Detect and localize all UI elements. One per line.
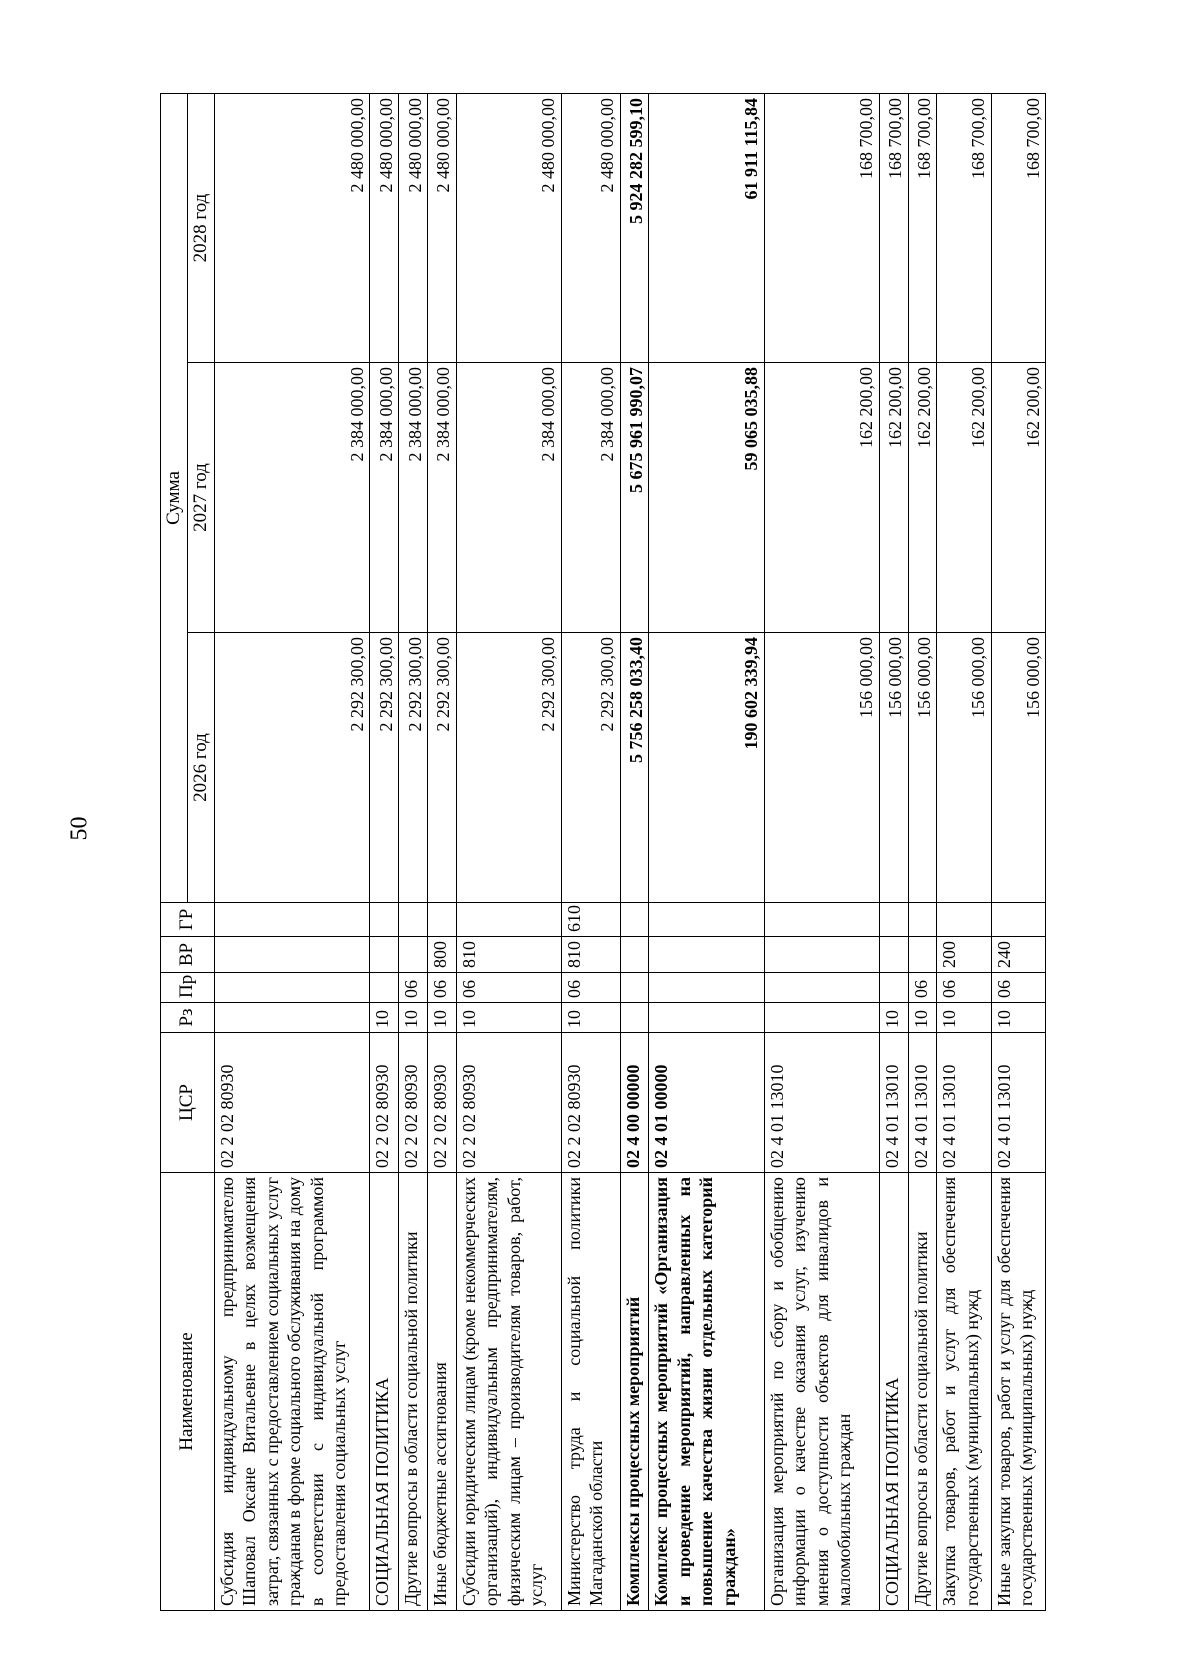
header-2027: 2027 год (187, 363, 214, 633)
cell-name: Министерство труда и социальной политики Магаданской области (561, 1173, 620, 1611)
cell-y2027: 162 200,00 (937, 363, 991, 633)
cell-y2027: 162 200,00 (879, 363, 908, 633)
cell-y2026: 190 602 339,94 (649, 633, 764, 903)
cell-name: Субсидии юридическим лицам (кроме некоммерческих организаций), индивидуальным предпринимателям, физическим лицам – производителям товаров, работ, услуг (456, 1173, 561, 1611)
cell-y2027: 162 200,00 (991, 363, 1045, 633)
cell-gr (370, 903, 399, 937)
cell-name: Другие вопросы в области социальной политики (399, 1173, 428, 1611)
cell-rz: 10 (370, 1003, 399, 1033)
cell-gr (214, 903, 370, 937)
cell-y2028: 61 911 115,84 (649, 94, 764, 363)
cell-csr: 02 4 01 13010 (879, 1033, 908, 1173)
cell-vr: 810 (561, 937, 620, 973)
cell-csr: 02 4 01 13010 (991, 1033, 1045, 1173)
cell-rz (764, 1003, 879, 1033)
cell-name: Комплексы процессных мероприятий (620, 1173, 649, 1611)
cell-y2026: 156 000,00 (879, 633, 908, 903)
header-vr: ВР (161, 937, 215, 973)
cell-y2027: 2 384 000,00 (214, 363, 370, 633)
cell-y2027: 2 384 000,00 (428, 363, 457, 633)
cell-csr: 02 4 01 13010 (937, 1033, 991, 1173)
cell-y2026: 5 756 258 033,40 (620, 633, 649, 903)
cell-vr (649, 937, 764, 973)
table-row (620, 94, 649, 1611)
header-2026: 2026 год (187, 633, 214, 903)
cell-y2026: 2 292 300,00 (561, 633, 620, 903)
cell-y2026: 2 292 300,00 (399, 633, 428, 903)
cell-y2028: 168 700,00 (937, 94, 991, 363)
table-row (399, 94, 428, 1611)
cell-vr (214, 937, 370, 973)
cell-csr: 02 2 02 80930 (370, 1033, 399, 1173)
cell-y2028: 168 700,00 (991, 94, 1045, 363)
table-row (649, 94, 764, 1611)
cell-pr: 06 (456, 973, 561, 1003)
cell-gr (620, 903, 649, 937)
cell-pr (620, 973, 649, 1003)
cell-vr: 240 (991, 937, 1045, 973)
cell-y2026: 156 000,00 (937, 633, 991, 903)
cell-csr: 02 4 00 00000 (620, 1033, 649, 1173)
cell-y2028: 168 700,00 (764, 94, 879, 363)
cell-y2027: 2 384 000,00 (370, 363, 399, 633)
cell-vr (879, 937, 908, 973)
cell-gr (879, 903, 908, 937)
cell-rz: 10 (456, 1003, 561, 1033)
cell-pr (214, 973, 370, 1003)
cell-y2026: 156 000,00 (764, 633, 879, 903)
cell-vr (764, 937, 879, 973)
header-sum: Сумма (161, 94, 188, 903)
table-row (908, 94, 937, 1611)
header-name: Наименование (161, 1173, 215, 1611)
cell-y2028: 168 700,00 (908, 94, 937, 363)
cell-gr (649, 903, 764, 937)
cell-y2026: 2 292 300,00 (456, 633, 561, 903)
cell-y2028: 5 924 282 599,10 (620, 94, 649, 363)
table-row (370, 94, 399, 1611)
cell-gr (908, 903, 937, 937)
header-gr: ГР (161, 903, 215, 937)
cell-gr (456, 903, 561, 937)
cell-y2027: 5 675 961 990,07 (620, 363, 649, 633)
cell-vr (399, 937, 428, 973)
cell-csr: 02 2 02 80930 (428, 1033, 457, 1173)
cell-pr: 06 (399, 973, 428, 1003)
cell-pr (879, 973, 908, 1003)
budget-table (160, 93, 1046, 1611)
cell-rz: 10 (879, 1003, 908, 1033)
cell-y2028: 2 480 000,00 (214, 94, 370, 363)
cell-y2027: 162 200,00 (764, 363, 879, 633)
cell-csr: 02 2 02 80930 (561, 1033, 620, 1173)
cell-vr (620, 937, 649, 973)
cell-name: Иные бюджетные ассигнования (428, 1173, 457, 1611)
cell-name: Организация мероприятий по сбору и обобщению информации о качестве оказания услуг, изучению мнения о доступности объектов для инвалидов и маломобильных граждан (764, 1173, 879, 1611)
cell-gr (399, 903, 428, 937)
cell-y2027: 59 065 035,88 (649, 363, 764, 633)
cell-csr: 02 2 02 80930 (399, 1033, 428, 1173)
table-row (456, 94, 561, 1611)
cell-pr: 06 (428, 973, 457, 1003)
cell-rz: 10 (991, 1003, 1045, 1033)
cell-gr (937, 903, 991, 937)
cell-csr: 02 4 01 00000 (649, 1033, 764, 1173)
cell-y2027: 162 200,00 (908, 363, 937, 633)
cell-pr: 06 (937, 973, 991, 1003)
cell-gr (991, 903, 1045, 937)
cell-name: Закупка товаров, работ и услуг для обеспечения государственных (муниципальных) нужд (937, 1173, 991, 1611)
cell-gr (428, 903, 457, 937)
cell-pr: 06 (991, 973, 1045, 1003)
cell-y2028: 2 480 000,00 (561, 94, 620, 363)
cell-rz: 10 (428, 1003, 457, 1033)
table-row (764, 94, 879, 1611)
table-row (879, 94, 908, 1611)
cell-pr (649, 973, 764, 1003)
cell-rz: 10 (399, 1003, 428, 1033)
cell-pr: 06 (908, 973, 937, 1003)
cell-rz: 10 (561, 1003, 620, 1033)
cell-name: Другие вопросы в области социальной политики (908, 1173, 937, 1611)
header-csr: ЦСР (161, 1033, 215, 1173)
table-row (937, 94, 991, 1611)
cell-y2026: 2 292 300,00 (370, 633, 399, 903)
cell-vr: 810 (456, 937, 561, 973)
cell-y2027: 2 384 000,00 (561, 363, 620, 633)
budget-table-container (160, 94, 1046, 1611)
cell-y2027: 2 384 000,00 (456, 363, 561, 633)
table-row (561, 94, 620, 1611)
cell-csr: 02 4 01 13010 (764, 1033, 879, 1173)
cell-rz (214, 1003, 370, 1033)
cell-gr (764, 903, 879, 937)
cell-rz: 10 (937, 1003, 991, 1033)
cell-gr: 610 (561, 903, 620, 937)
cell-csr: 02 2 02 80930 (456, 1033, 561, 1173)
table-row (214, 94, 370, 1611)
cell-name: СОЦИАЛЬНАЯ ПОЛИТИКА (370, 1173, 399, 1611)
cell-y2026: 156 000,00 (908, 633, 937, 903)
page-number: 50 (66, 816, 93, 841)
table-row (428, 94, 457, 1611)
cell-vr (370, 937, 399, 973)
table-row (991, 94, 1045, 1611)
cell-y2027: 2 384 000,00 (399, 363, 428, 633)
cell-y2026: 2 292 300,00 (428, 633, 457, 903)
cell-y2028: 2 480 000,00 (456, 94, 561, 363)
cell-name: СОЦИАЛЬНАЯ ПОЛИТИКА (879, 1173, 908, 1611)
header-rz: Рз (161, 1003, 215, 1033)
cell-y2026: 156 000,00 (991, 633, 1045, 903)
cell-csr: 02 2 02 80930 (214, 1033, 370, 1173)
cell-rz: 10 (908, 1003, 937, 1033)
cell-csr: 02 4 01 13010 (908, 1033, 937, 1173)
header-2028: 2028 год (187, 94, 214, 363)
cell-name: Субсидия индивидуальному предпринимателю Шаповал Оксане Витальевне в целях возмещения затрат, связанных с предоставлением социальных услуг гражданам в форме социального обслуживания на дому в соответствии с индивидуальной программой предоставления социальных услуг (214, 1173, 370, 1611)
cell-name: Комплекс процессных мероприятий «Организация и проведение мероприятий, направленных на повышение качества жизни отдельных категорий граждан» (649, 1173, 764, 1611)
cell-vr (908, 937, 937, 973)
cell-y2028: 2 480 000,00 (399, 94, 428, 363)
cell-pr (764, 973, 879, 1003)
cell-pr (370, 973, 399, 1003)
cell-rz (620, 1003, 649, 1033)
cell-vr: 200 (937, 937, 991, 973)
cell-y2028: 168 700,00 (879, 94, 908, 363)
cell-y2026: 2 292 300,00 (214, 633, 370, 903)
cell-y2028: 2 480 000,00 (370, 94, 399, 363)
cell-name: Иные закупки товаров, работ и услуг для обеспечения государственных (муниципальных) нужд (991, 1173, 1045, 1611)
cell-vr: 800 (428, 937, 457, 973)
header-pr: Пр (161, 973, 215, 1003)
cell-pr: 06 (561, 973, 620, 1003)
cell-rz (649, 1003, 764, 1033)
cell-y2028: 2 480 000,00 (428, 94, 457, 363)
